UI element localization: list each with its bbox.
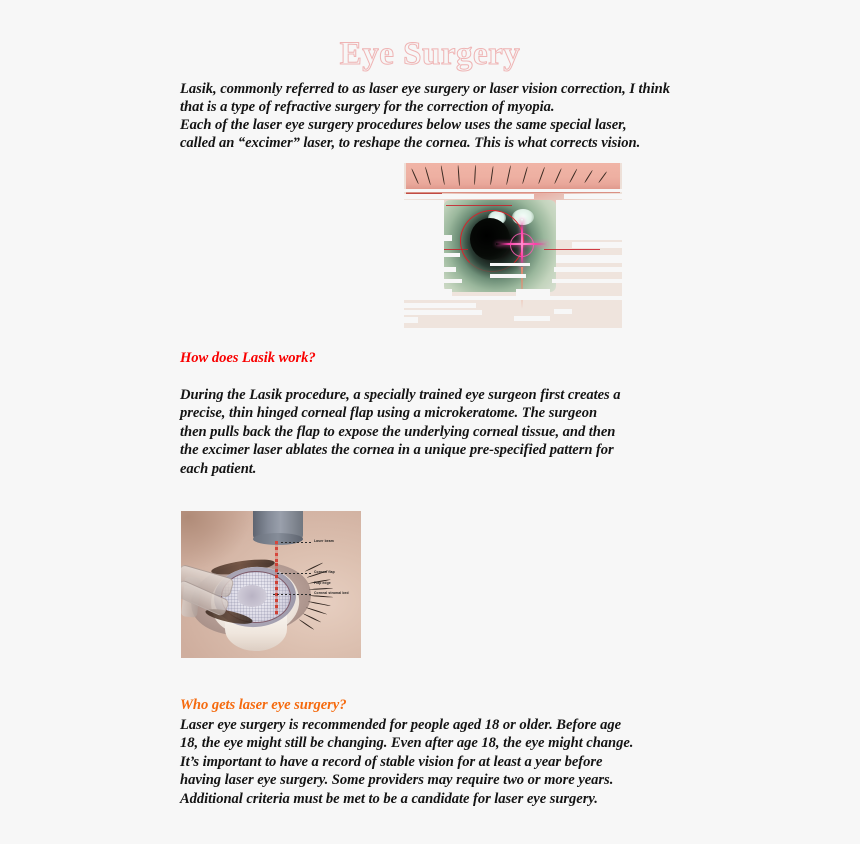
glitch-band	[514, 316, 550, 321]
intro-paragraph-2: Each of the laser eye surgery procedures below uses the same special laser, called an “excimer” laser, to reshape the cornea. This is what corrects vision.	[180, 117, 641, 152]
glitch-band	[490, 263, 530, 266]
diagram-label-flap-edge: Flap edge	[314, 581, 331, 585]
glitch-band	[564, 194, 622, 199]
scanline-artifact	[446, 205, 512, 206]
glitch-band	[404, 189, 622, 192]
diagram-label-laser-beam: Laser beam	[314, 539, 334, 543]
leader-line-corneal-flap	[277, 573, 313, 574]
leader-line-laser-beam	[281, 542, 313, 543]
cornea-center	[237, 585, 267, 607]
leader-line-corneal-stromal-bed	[273, 594, 313, 595]
eye-laser-photo-figure	[404, 163, 622, 333]
section-body-how-does-lasik-work: During the Lasik procedure, a specially trained eye surgeon first creates a precise, thin hinged corneal flap using a microkeratome. The surgeon then pulls back the flap to expose the underlying corneal tissue, and then the excimer laser ablates the cornea in a unique pre-specified pattern for each patient.	[180, 387, 621, 477]
glitch-band	[404, 279, 462, 283]
glitch-band	[404, 310, 482, 315]
intro-paragraph-1: Lasik, commonly referred to as laser eye surgery or laser vision correction, I think that is a type of refractive surgery for the correction of myopia.	[180, 81, 670, 116]
glitch-band	[556, 200, 622, 240]
glitch-band	[404, 289, 452, 296]
glitch-band	[490, 274, 526, 278]
page-title: Eye Surgery	[339, 36, 521, 72]
section-heading-how-does-lasik-work: How does Lasik work?	[180, 350, 316, 366]
section-heading-who-gets-laser-eye-surgery: Who gets laser eye surgery?	[180, 697, 347, 713]
glitch-band	[404, 267, 456, 272]
diagram-label-corneal-flap: Corneal flap	[314, 570, 335, 574]
laser-crosshair-vertical	[521, 219, 523, 269]
section-body-who-gets-laser-eye-surgery: Laser eye surgery is recommended for people aged 18 or older. Before age 18, the eye might still be changing. Even after age 18, the eye might change. It’s important to have a record of stable vision for at least a year before having laser eye surgery. Some providers may require two or more years. Additional criteria must be met to be a candidate for laser eye surgery.	[180, 717, 634, 807]
glitch-band	[552, 279, 622, 283]
laser-head-aperture	[253, 533, 303, 545]
glitch-band	[438, 253, 460, 257]
glitch-band	[404, 328, 622, 333]
glitch-band	[404, 317, 418, 323]
lasik-diagram-figure	[181, 511, 361, 658]
diagram-label-corneal-stromal-bed: Corneal stromal bed	[314, 591, 349, 595]
glitch-band	[440, 235, 452, 241]
eye-laser-photo-image	[404, 163, 622, 333]
glitch-band	[404, 303, 476, 308]
scanline-artifact	[544, 249, 600, 250]
glitch-band	[554, 267, 622, 272]
glitch-band	[404, 194, 534, 199]
glitch-band	[404, 296, 622, 300]
glitch-band	[516, 289, 550, 296]
glitch-band	[572, 242, 622, 248]
laser-beam-lower	[275, 563, 278, 615]
glitch-band	[556, 255, 622, 263]
glitch-band	[554, 309, 572, 314]
